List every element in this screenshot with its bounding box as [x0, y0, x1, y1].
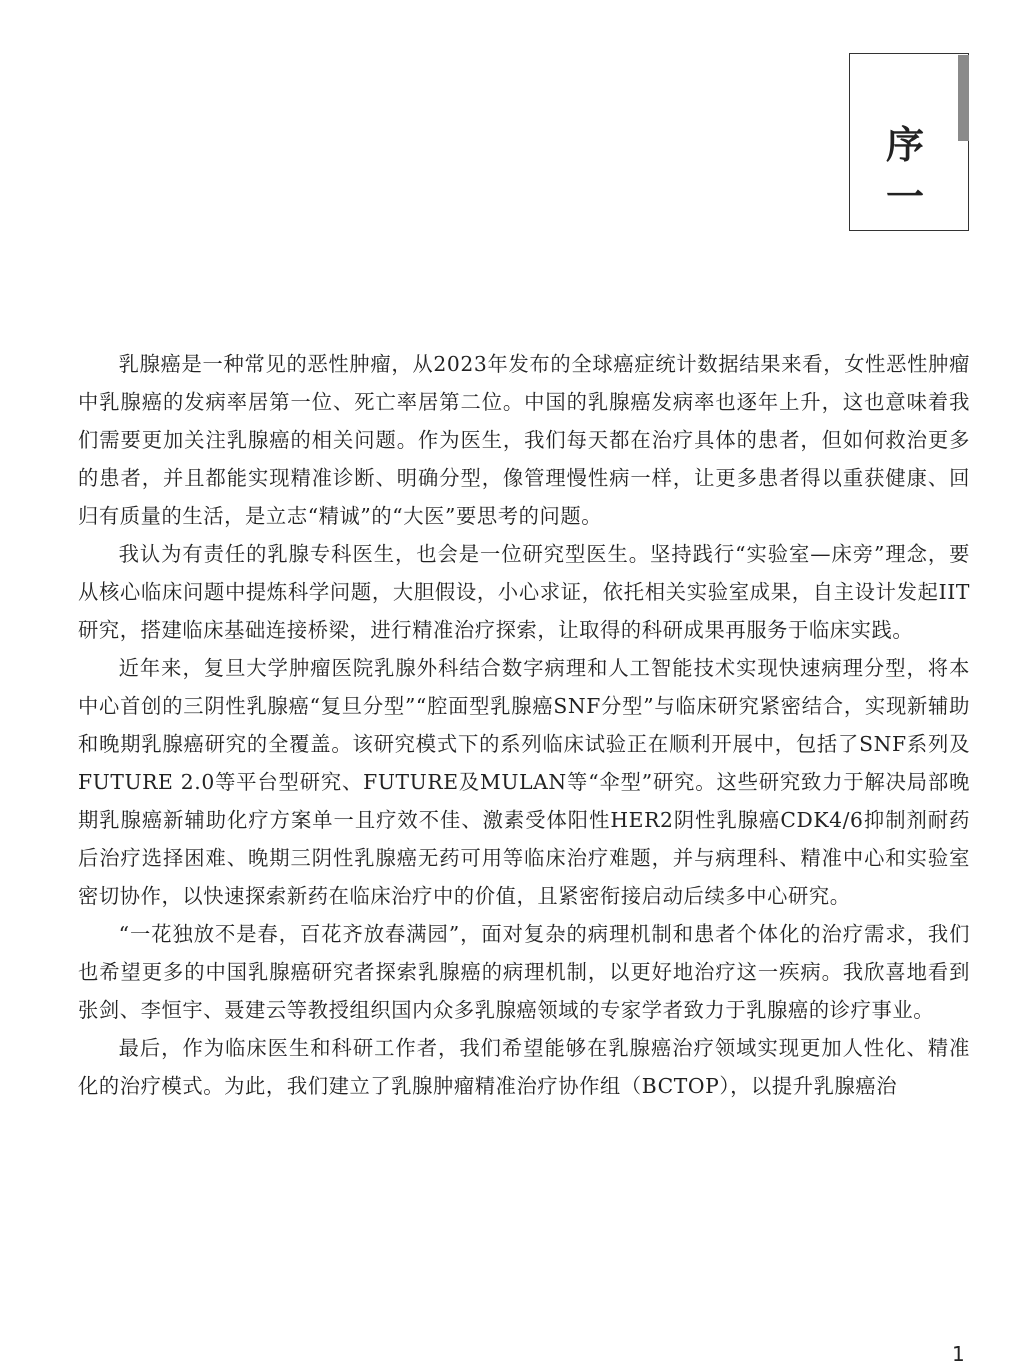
- section-title-box: [849, 53, 969, 231]
- page-number: 1: [952, 1342, 965, 1366]
- paragraph-1: 乳腺癌是一种常见的恶性肿瘤，从2023年发布的全球癌症统计数据结果来看，女性恶性肿瘤中乳腺癌的发病率居第一位、死亡率居第二位。中国的乳腺癌发病率也逐年上升，这也意味着我们需要更加关注乳腺癌的相关问题。作为医生，我们每天都在治疗具体的患者，但如何救治更多的患者，并且都能实现精准诊断、明确分型，像管理慢性病一样，让更多患者得以重获健康、回归有质量的生活，是立志“精诚”的“大医”要思考的问题。: [78, 352, 970, 528]
- paragraph-2: 我认为有责任的乳腺专科医生，也会是一位研究型医生。坚持践行“实验室—床旁”理念，要从核心临床问题中提炼科学问题，大胆假设，小心求证，依托相关实验室成果，自主设计发起IIT研究，搭建临床基础连接桥梁，进行精准治疗探索，让取得的科研成果再服务于临床实践。: [78, 542, 970, 642]
- paragraph-4: “一花独放不是春，百花齐放春满园”，面对复杂的病理机制和患者个体化的治疗需求，我们也希望更多的中国乳腺癌研究者探索乳腺癌的病理机制，以更好地治疗这一疾病。我欣喜地看到张剑、李恒宇、聂建云等教授组织国内众多乳腺癌领域的专家学者致力于乳腺癌的诊疗事业。: [78, 922, 970, 1022]
- title-accent-bar: [958, 55, 969, 141]
- title-char-xu: 序: [885, 123, 924, 167]
- paragraph-5: 最后，作为临床医生和科研工作者，我们希望能够在乳腺癌治疗领域实现更加人性化、精准化的治疗模式。为此，我们建立了乳腺肿瘤精准治疗协作组（BCTOP），以提升乳腺癌治: [78, 1036, 970, 1098]
- paragraph-3: 近年来，复旦大学肿瘤医院乳腺外科结合数字病理和人工智能技术实现快速病理分型，将本中心首创的三阴性乳腺癌“复旦分型”“腔面型乳腺癌SNF分型”与临床研究紧密结合，实现新辅助和晚期乳腺癌研究的全覆盖。该研究模式下的系列临床试验正在顺利开展中，包括了SNF系列及FUTURE 2.0等平台型研究、FUTURE及MULAN等“伞型”研究。这些研究致力于解决局部晚期乳腺癌新辅助化疗方案单一且疗效不佳、激素受体阳性HER2阴性乳腺癌CDK4/6抑制剂耐药后治疗选择困难、晚期三阴性乳腺癌无药可用等临床治疗难题，并与病理科、精准中心和实验室密切协作，以快速探索新药在临床治疗中的价值，且紧密衔接启动后续多中心研究。: [78, 656, 970, 908]
- body-text: [78, 345, 970, 1105]
- title-char-yi: 一: [885, 175, 924, 219]
